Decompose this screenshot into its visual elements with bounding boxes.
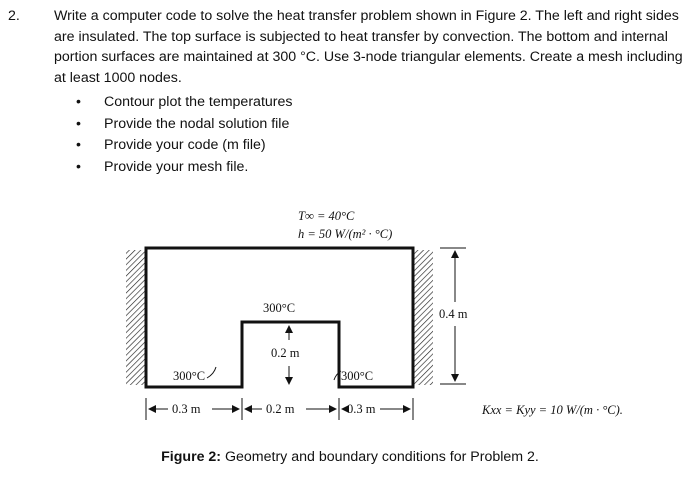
list-item: • Contour plot the temperatures [76,92,292,114]
caption-text: Geometry and boundary conditions for Problem 2. [221,449,539,465]
problem-text: Write a computer code to solve the heat transfer problem shown in Figure 2. The left and right sides are insulated. The top surface is subjected to heat transfer by convection. The bottom and internal portion surfaces are maintained at 300 °C. Use 3-node triangular elements. Create a mesh including at least 1000 nodes. [54,8,683,86]
leader-left [207,367,216,378]
label-dim-inner: 0.2 m [271,346,300,360]
label-dim-mid: 0.2 m [266,402,295,416]
label-t-inf: T∞ = 40°C [298,209,355,223]
list-item: • Provide the nodal solution file [76,114,292,136]
label-dim-total: 0.4 m [439,307,468,321]
label-dim-right: 0.3 m [347,402,376,416]
domain-outline [146,248,413,387]
problem-number: 2. [8,8,20,24]
right-wall-hatch [414,250,433,385]
label-temp-top: 300°C [263,301,296,315]
label-dim-left: 0.3 m [172,402,201,416]
label-temp-right: 300°C [341,369,374,383]
list-item: • Provide your code (m file) [76,135,292,157]
label-temp-left: 300°C [173,369,206,383]
list-item: • Provide your mesh file. [76,157,292,179]
caption-label: Figure 2: [161,449,222,465]
figure-caption [0,449,700,465]
label-h: h = 50 W/(m² · °C) [298,227,393,241]
left-wall-hatch [126,250,145,385]
label-conductivity: Kxx = Kyy = 10 W/(m · °C). [482,403,623,417]
